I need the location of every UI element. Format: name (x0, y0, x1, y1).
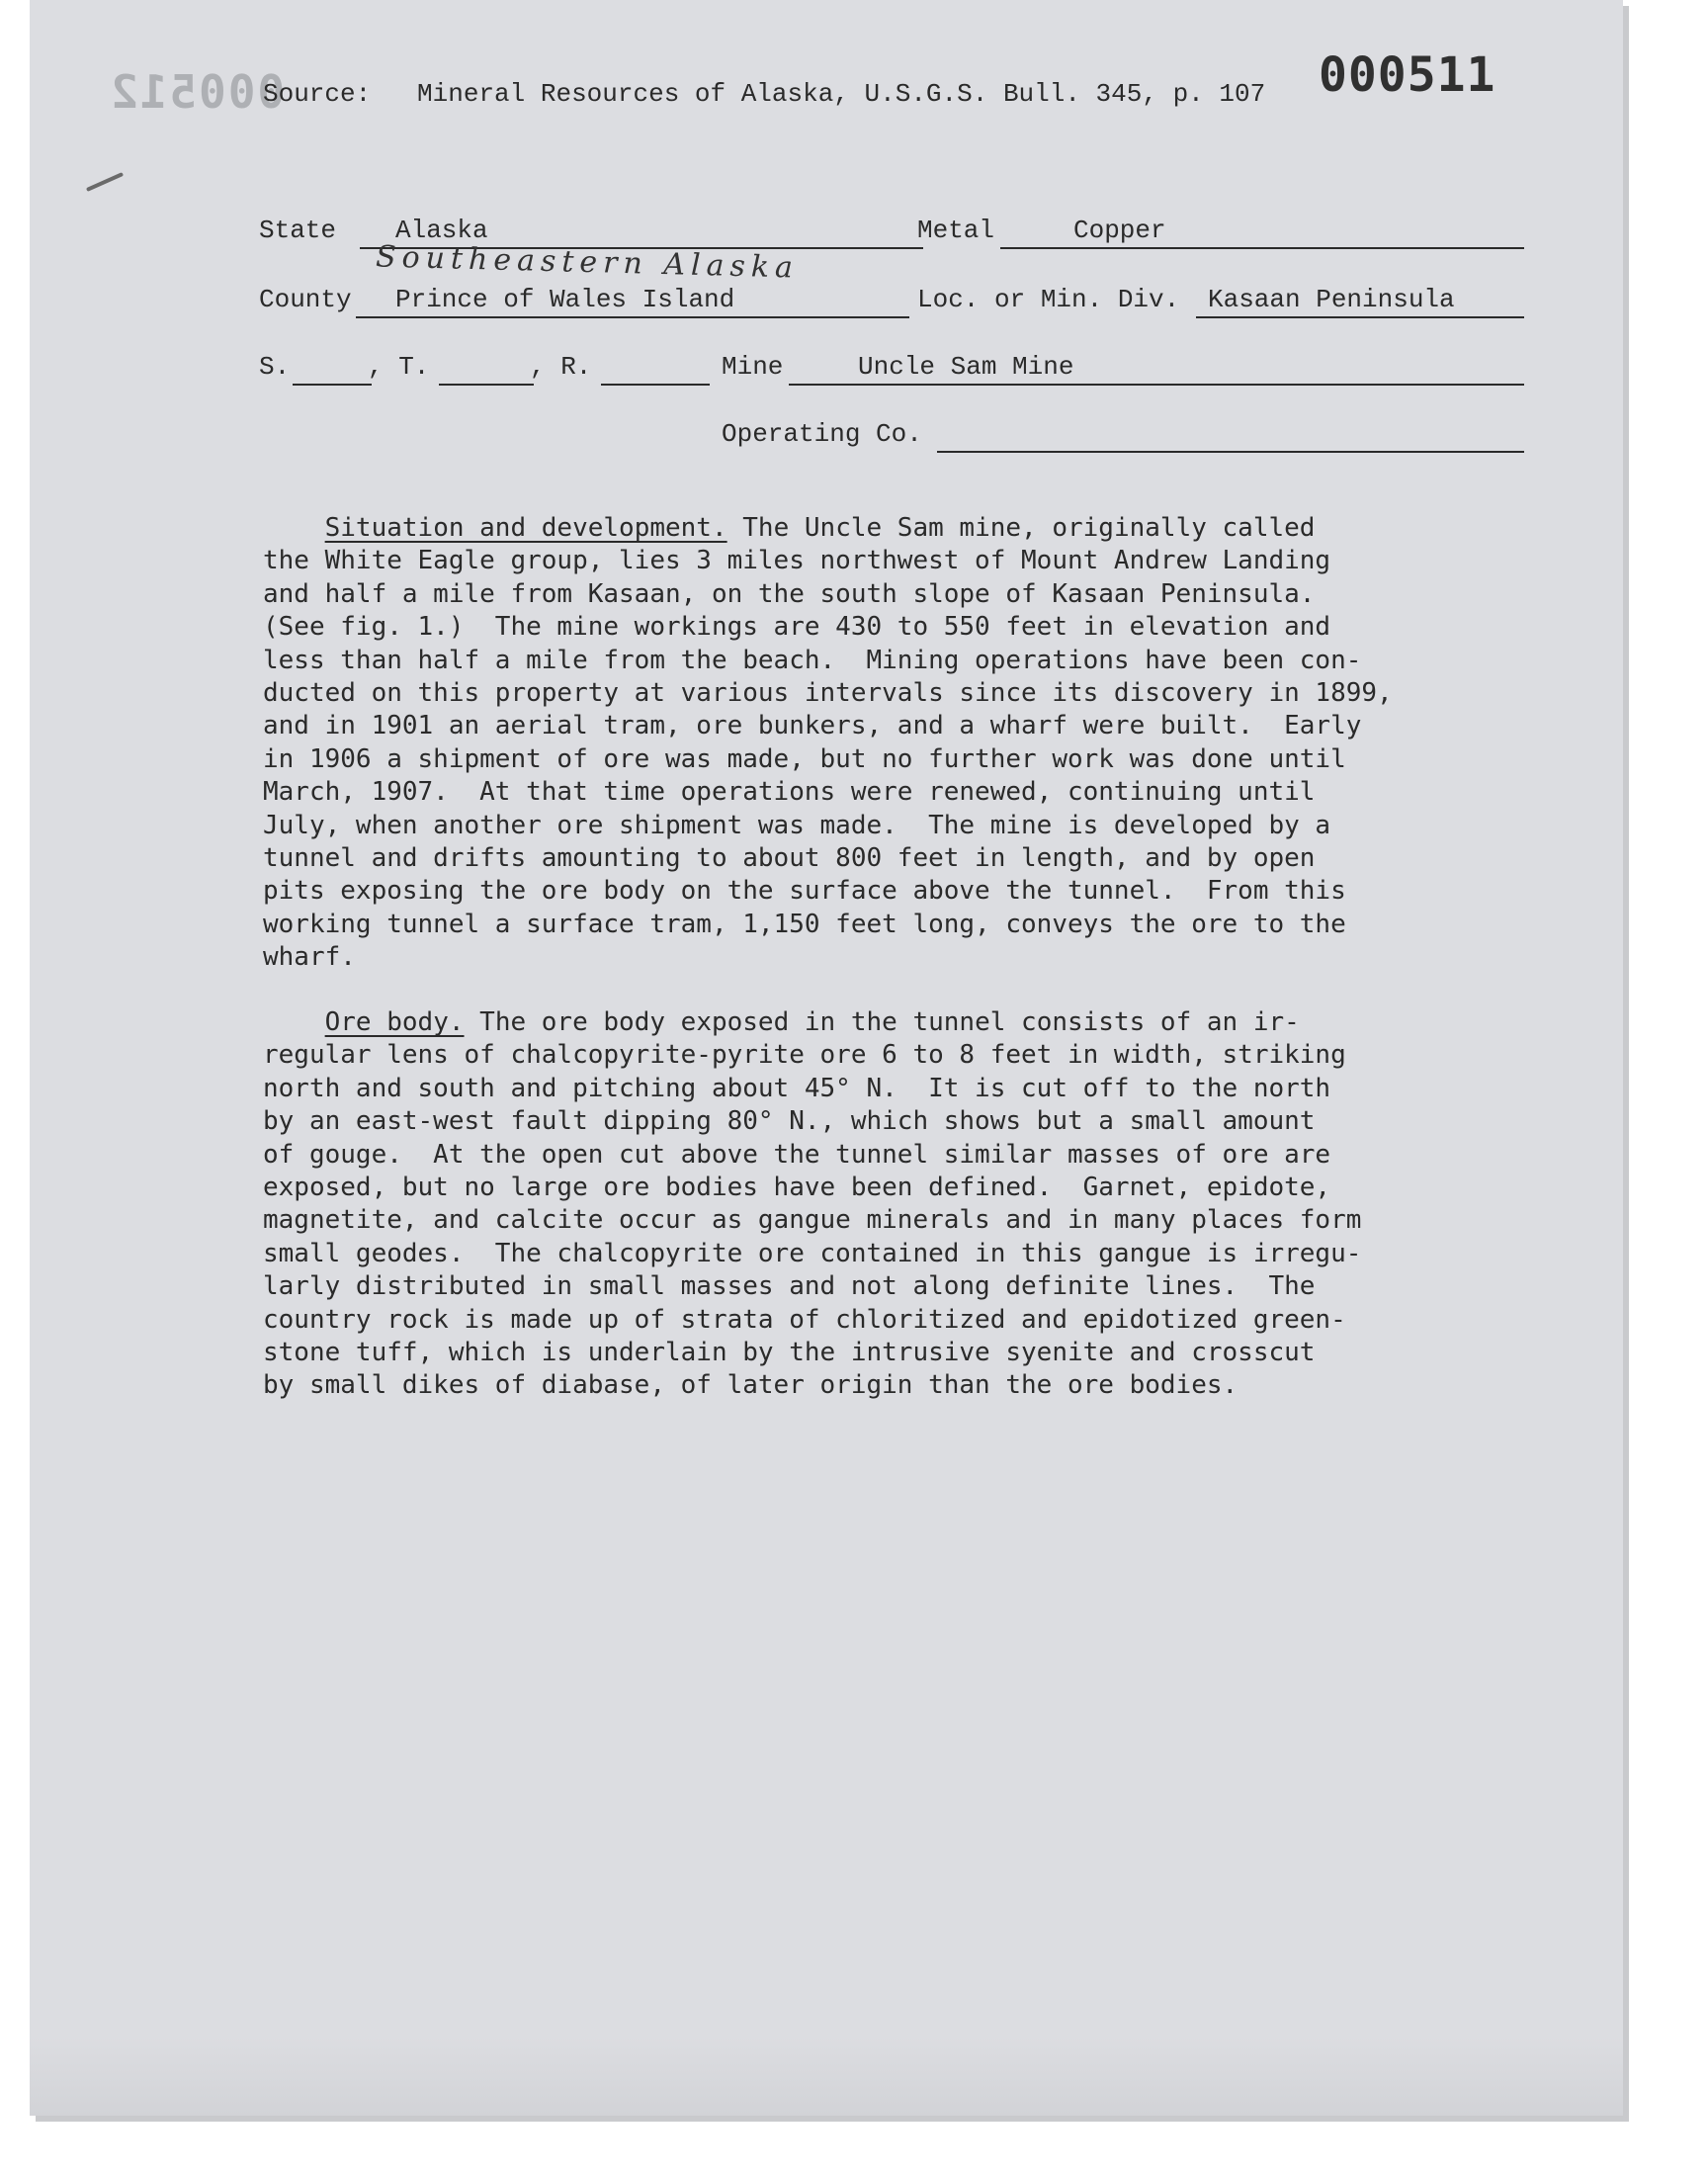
section-field (293, 350, 372, 386)
situation-heading: Situation and development. (324, 513, 727, 543)
document-page (30, 0, 1623, 2116)
source-text: Mineral Resources of Alaska, U.S.G.S. Bull. 345, p. 107 (417, 79, 1266, 109)
mine-field (789, 350, 1524, 386)
mine-label: Mine (722, 352, 784, 382)
ore-body-paragraph (263, 1006, 1498, 1403)
metal-value: Copper (1073, 216, 1166, 245)
ore-body-first-line: The ore body exposed in the tunnel consists of an ir- (464, 1007, 1300, 1037)
range-label: , R. (530, 352, 592, 382)
operating-company-field (937, 417, 1524, 453)
page-bottom-shading (30, 2037, 1623, 2116)
ore-body-body: regular lens of chalcopyrite-pyrite ore 6 to 8 feet in width, striking north and south and pitching about 45° N. It is cut off to the north by an east-west fault dipping 80° N., which shows but a small amount of gouge. At the open cut above the tunnel similar masses of ore are exposed, but no large ore bodies have been defined. Garnet, epidote, magnetite, and calcite occur as gangue minerals and in many places form small geodes. The chalcopyrite ore contained in this gangue is irregu- larly distributed in small masses and not along definite lines. The country rock is made up of strata of chloritized and epidotized green- stone tuff, which is underlain by the intrusive syenite and crosscut by small dikes of diabase, of later origin than the ore bodies. (263, 1040, 1362, 1401)
township-field (439, 350, 534, 386)
ore-body-heading: Ore body. (324, 1007, 465, 1037)
source-line (263, 79, 1265, 109)
location-field (1196, 283, 1524, 318)
state-value: Alaska (395, 216, 488, 245)
handwritten-region-note: Southeastern Alaska (375, 239, 800, 286)
mine-value: Uncle Sam Mine (858, 352, 1074, 382)
operating-company-label: Operating Co. (722, 419, 922, 449)
pencil-mark (86, 172, 124, 192)
document-number-stamp: 000511 (1319, 47, 1496, 103)
situation-paragraph (263, 512, 1498, 975)
source-label: Source: (263, 79, 372, 109)
township-label: , T. (368, 352, 430, 382)
county-label: County (259, 285, 352, 314)
location-label: Loc. or Min. Div. (917, 285, 1180, 314)
range-field (601, 350, 710, 386)
state-label: State (259, 216, 337, 245)
metal-field (1000, 214, 1524, 249)
location-value: Kasaan Peninsula (1208, 285, 1455, 314)
county-value: Prince of Wales Island (395, 285, 735, 314)
situation-first-line: The Uncle Sam mine, originally called (726, 513, 1316, 543)
metal-label: Metal (917, 216, 995, 245)
situation-body: the White Eagle group, lies 3 miles northwest of Mount Andrew Landing and half a mile from Kasaan, on the south slope of Kasaan Peninsula. (See fig. 1.) The mine workings are 430 to 550 feet in elevation and less than half a mile from the beach. Mining operations have been con- ducted on this property at various intervals since its discovery in 1899, and in 1901 an aerial tram, ore bunkers, and a wharf were built. Early in 1906 a shipment of ore was made, but no further work was done until March, 1907. At that time operations were renewed, continuing until July, when another ore shipment was made. The mine is developed by a tunnel and drifts amounting to about 800 feet in length, and by open pits exposing the ore body on the surface above the tunnel. From this working tunnel a surface tram, 1,150 feet long, conveys the ore to the wharf. (263, 546, 1393, 973)
county-field (356, 283, 909, 318)
bleed-through-stamp: 000512 (109, 65, 286, 119)
section-label: S. (259, 352, 291, 382)
